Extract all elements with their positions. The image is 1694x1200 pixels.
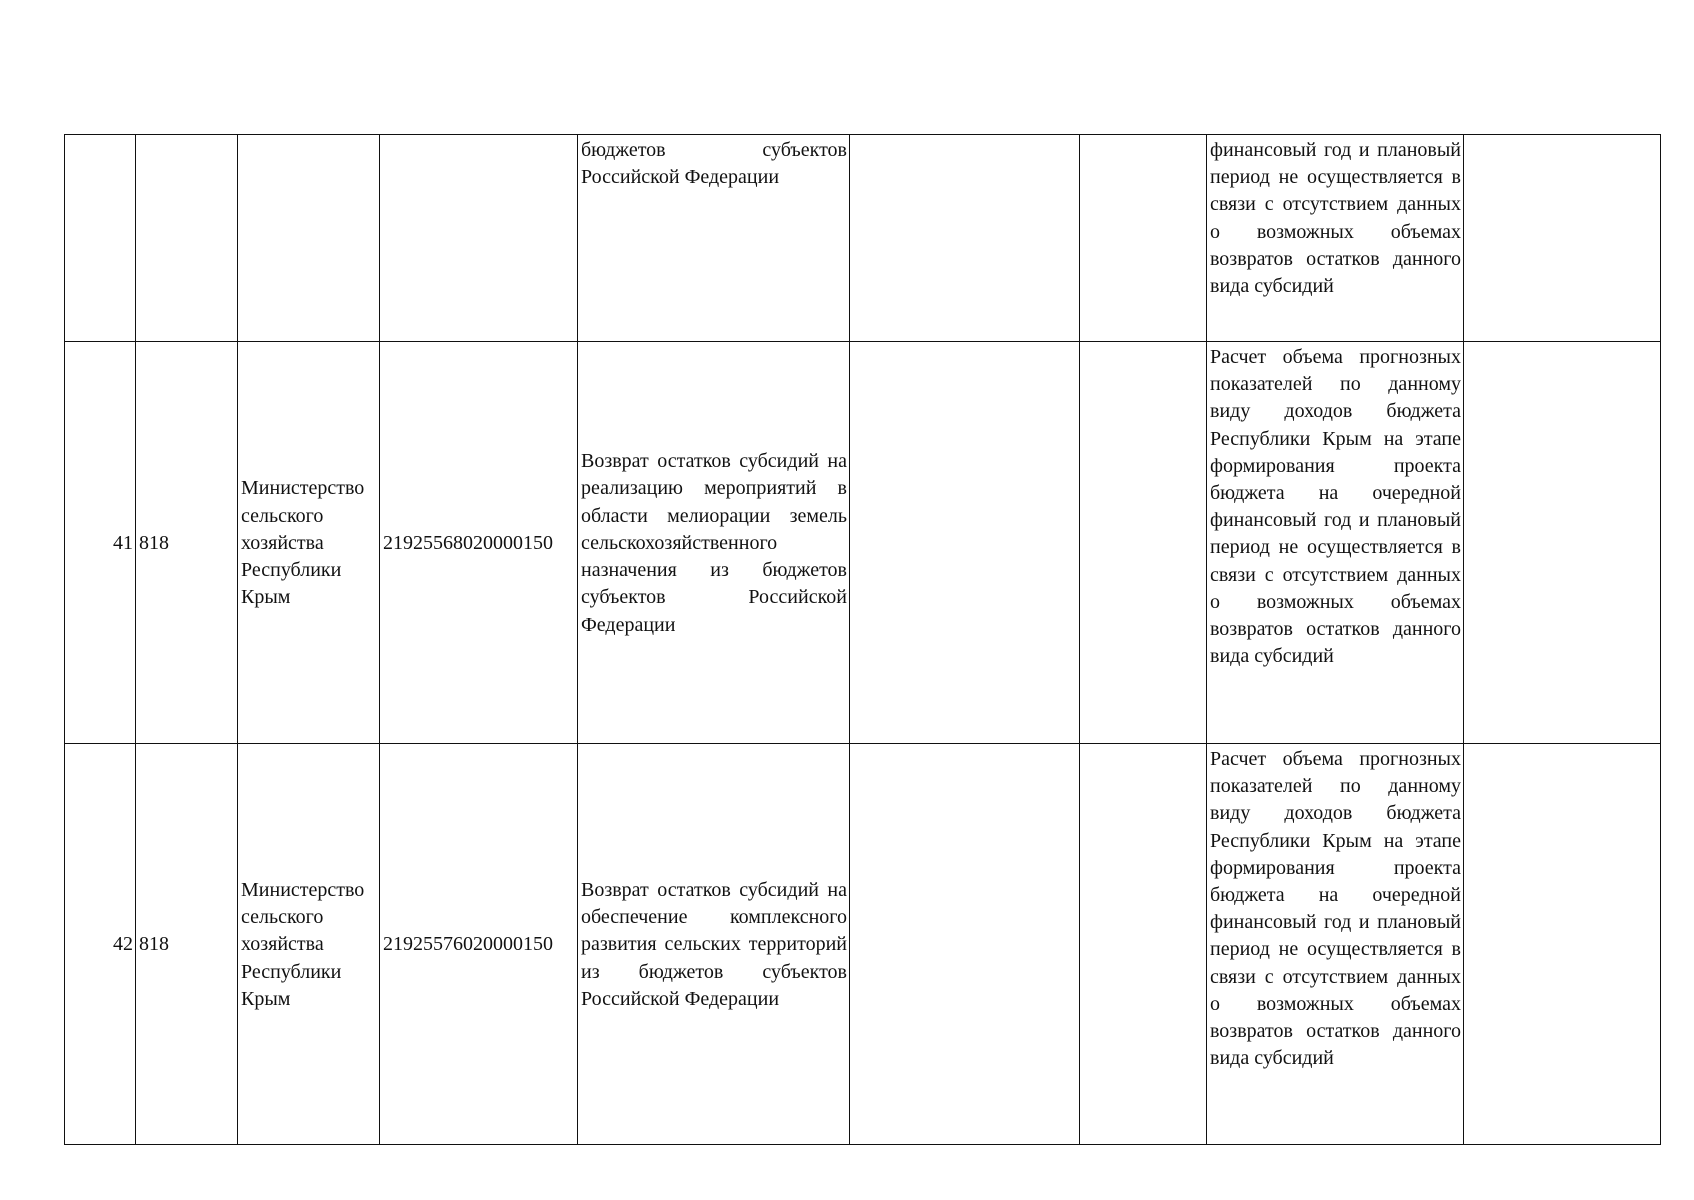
empty-cell (1080, 342, 1207, 744)
empty-cell (1464, 744, 1661, 1145)
row-number-cell: 42 (65, 744, 136, 1145)
table-row (65, 744, 1661, 1145)
admin-code-cell: 818 (136, 342, 238, 744)
kbk-cell: 21925576020000150 (380, 744, 578, 1145)
empty-cell (850, 744, 1080, 1145)
table-row (65, 342, 1661, 744)
empty-cell (1080, 135, 1207, 342)
row-number-cell (65, 135, 136, 342)
calculation-note-cell: финансовый год и плановый период не осуществляется в связи с отсутствием данных о возможных объемах возвратов остатков данного вида субсидий (1207, 135, 1464, 342)
calculation-note-cell: Расчет объема прогнозных показателей по данному виду доходов бюджета Республики Крым на этапе формирования проекта бюджета на очередной финансовый год и плановый период не осуществляется в связи с отсутствием данных о возможных объемах возвратов остатков данного вида субсидий (1207, 744, 1464, 1145)
income-forecast-table (64, 134, 1661, 1145)
empty-cell (1464, 342, 1661, 744)
income-name-cell: Возврат остатков субсидий на обеспечение комплексного развития сельских территорий из бюджетов субъектов Российской Федерации (578, 744, 850, 1145)
calculation-note-cell: Расчет объема прогнозных показателей по данному виду доходов бюджета Республики Крым на этапе формирования проекта бюджета на очередной финансовый год и плановый период не осуществляется в связи с отсутствием данных о возможных объемах возвратов остатков данного вида субсидий (1207, 342, 1464, 744)
income-name-cell: Возврат остатков субсидий на реализацию мероприятий в области мелиорации земель сельскохозяйственного назначения из бюджетов субъектов Российской Федерации (578, 342, 850, 744)
income-name-cell: бюджетов субъектов Российской Федерации (578, 135, 850, 342)
empty-cell (1080, 744, 1207, 1145)
administrator-cell (238, 135, 380, 342)
empty-cell (850, 342, 1080, 744)
kbk-cell (380, 135, 578, 342)
kbk-cell: 21925568020000150 (380, 342, 578, 744)
row-number-cell: 41 (65, 342, 136, 744)
administrator-cell: Министерство сельского хозяйства Республики Крым (238, 744, 380, 1145)
administrator-cell: Министерство сельского хозяйства Республики Крым (238, 342, 380, 744)
admin-code-cell: 818 (136, 744, 238, 1145)
empty-cell (850, 135, 1080, 342)
admin-code-cell (136, 135, 238, 342)
empty-cell (1464, 135, 1661, 342)
table-row (65, 135, 1661, 342)
